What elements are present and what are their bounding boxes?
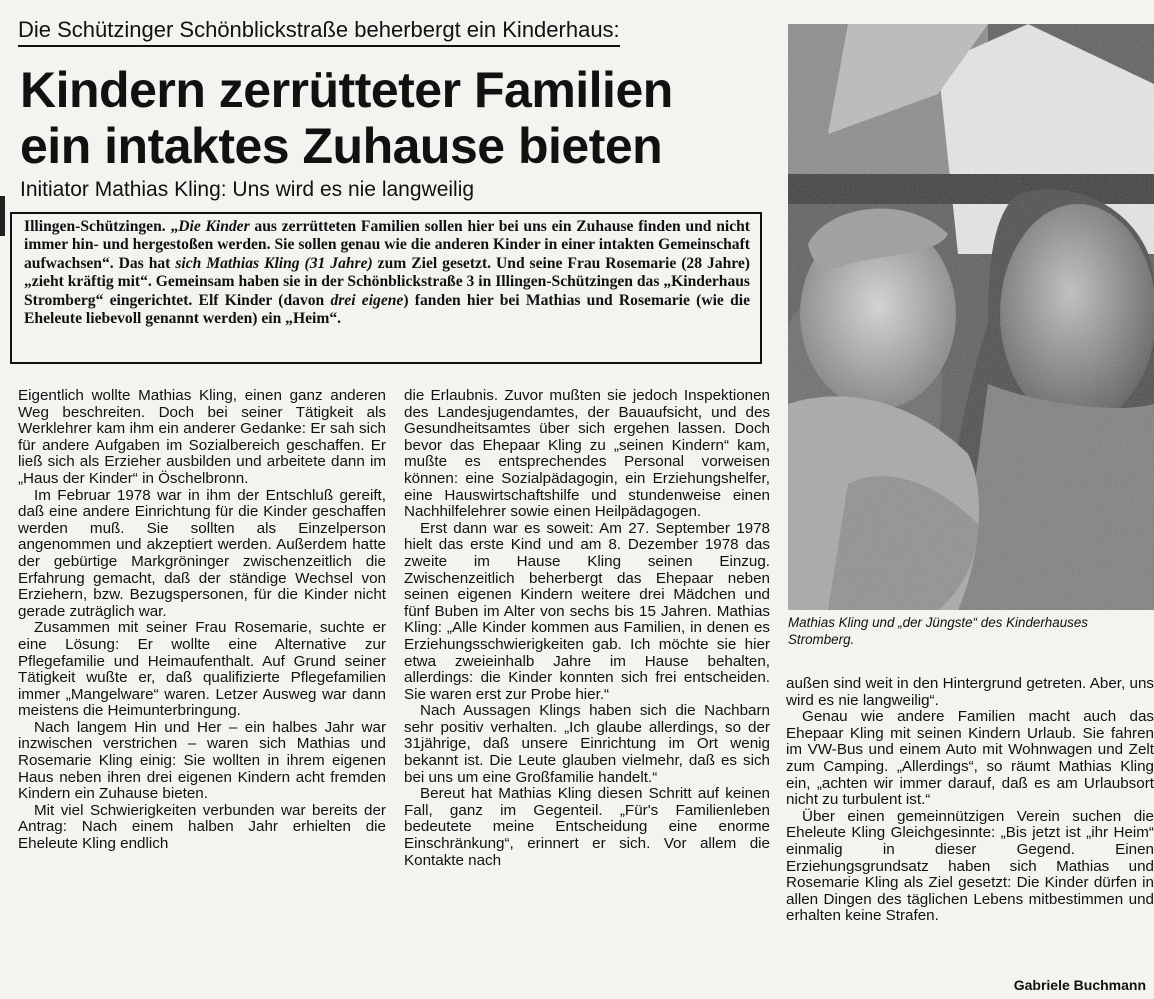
column-marker bbox=[0, 196, 5, 236]
paragraph: Mit viel Schwierigkeiten verbunden war bereits der Antrag: Nach einem halben Jahr erhielten die Eheleute Kling endlich bbox=[18, 801, 386, 853]
paragraph: Im Februar 1978 war in ihm der Entschluß gereift, daß eine andere Einrichtung für die Kinder geschaffen werden muß. Sie sollten als Einzelperson angenommen und akzeptiert werden. Außerdem hatte der gebürtige Markgröninger zwischenzeitlich die Erfahrung gemacht, daß der ständige Wechsel von Erziehern, bzw. Bezugspersonen, für die Kinder nicht gerade zuträglich war. bbox=[18, 486, 386, 620]
paragraph: Nach Aussagen Klings haben sich die Nachbarn sehr positiv verhalten. „Ich glaube allerdings, so der 31jährige, daß unsere Einrichtung im Ort wenig bekannt ist. Die Leute glauben vielmehr, daß es sich bei uns um eine Großfamilie handelt.“ bbox=[404, 702, 770, 786]
lead-italic: Die Kinder bbox=[178, 218, 250, 235]
body-column-3 bbox=[786, 676, 1154, 925]
lead-part: ) fanden hier bei Mathias und Rosemarie (wie die Eheleute liebevoll genannt werden) ein „Heim“. bbox=[24, 291, 750, 328]
subheadline: Initiator Mathias Kling: Uns wird es nie langweilig bbox=[20, 178, 475, 201]
lead-italic: drei eigene bbox=[330, 291, 404, 309]
paragraph: Zusammen mit seiner Frau Rosemarie, suchte er eine Lösung: Er wollte eine Alternative zur Pflegefamilie und Heimaufenthalt. Auf Grund seiner Tätigkeit wußte er, daß qualifizierte Pflegefamilien immer „Mangelware“ waren. Letzer Ausweg war dann meistens die Heimunterbringung. bbox=[18, 619, 386, 720]
lead-part: zum Ziel gesetzt. Und seine Frau Rosemarie (28 Jahre) „zieht kräftig mit“. Gemeinsam haben sie in der Schönblickstraße 3 in Illingen-Schützingen das „Kinderhaus Stromberg“ eingerichtet. Elf Kinder (davon bbox=[24, 254, 750, 309]
lead-part: aus zerrütteten Familien sollen hier bei uns ein Zuhause finden und nicht immer hin- und hergestoßen werden. Sie sollen genau wie die anderen Kinder in einer intakten Gemeinschaft aufwachsen“. Das hat bbox=[24, 218, 750, 272]
headline-line-1: Kindern zerrütteter Familien bbox=[20, 62, 673, 118]
paragraph: Bereut hat Mathias Kling diesen Schritt auf keinen Fall, ganz im Gegenteil. „Für's Familienleben bedeutete meine Entscheidung eine enorme Einschränkung“, erinnert er sich. Vor allem die Kontakte nach bbox=[404, 785, 770, 869]
paragraph: die Erlaubnis. Zuvor mußten sie jedoch Inspektionen des Landesjugendamtes, der Bauaufsicht, und des Gesundheitsamtes über sich ergehen lassen. Doch bevor das Ehepaar Kling zu „seinen Kindern“ kam, mußte es entsprechendes Personal vorweisen können: eine Sozialpädagogin, ein Erziehungshelfer, eine Hauswirtschaftshilfe und stundenweise einen Nachhilfelehrer sowie einen Heilpädagogen. bbox=[404, 387, 770, 521]
paragraph: Genau wie andere Familien macht auch das Ehepaar Kling mit seinen Kindern Urlaub. Sie fahren im VW-Bus und einem Auto mit Wohnwagen und Zelt zum Camping. „Allerdings“, so räumt Mathias Kling ein, „achten wir immer darauf, daß es am Urlaubsort nicht zu turbulent ist.“ bbox=[786, 708, 1154, 809]
paragraph: Über einen gemeinnützigen Verein suchen die Eheleute Kling Gleichgesinnte: „Bis jetzt ist „ihr Heim“ einmalig in dieser Gegend. Einen Erziehungsgrundsatz haben sich Mathias und Rosemarie Kling als Ziel gesetzt: Die Kinder dürfen in allen Dingen des täglichen Lebens mitbestimmen und erhalten keine Strafen. bbox=[786, 807, 1154, 925]
headline-line-2: ein intaktes Zuhause bieten bbox=[20, 118, 663, 174]
paragraph: Erst dann war es soweit: Am 27. September 1978 hielt das erste Kind und am 8. Dezember 1978 das zweite im Hause Kling seinen Einzug. Zwischenzeitlich beherbergt das Ehepaar neben seinen eigenen Kindern weitere drei Mädchen und fünf Buben im Alter von sechs bis 15 Jahren. Mathias Kling: „Alle Kinder kommen aus Familien, in denen es Erziehungsschwierigkeiten gab. Ich möchte sie hier etwa zweieinhalb Jahre im Hause behalten, allerdings: die Kinder konnten sich frei entscheiden. Sie waren erst zur Probe hier.“ bbox=[404, 519, 770, 703]
paragraph: außen sind weit in den Hintergrund getreten. Aber, uns wird es nie langweilig“. bbox=[786, 675, 1154, 709]
lead-paragraph bbox=[10, 212, 762, 364]
lead-italic: sich Mathias Kling (31 Jahre) bbox=[175, 254, 373, 272]
lead-part: Illingen-Schützingen. „ bbox=[24, 218, 179, 235]
article-photo bbox=[788, 24, 1154, 610]
author-byline: Gabriele Buchmann bbox=[1013, 977, 1146, 993]
body-column-2 bbox=[404, 388, 770, 869]
paragraph: Eigentlich wollte Mathias Kling, einen ganz anderen Weg beschreiten. Doch bei seiner Tätigkeit als Werklehrer kam ihm ein anderer Gedanke: Er sah sich für andere Aufgaben im Sozialbereich geschaffen. Er ließ sich als Erzieher ausbilden und arbeitete dann im „Haus der Kinder“ in Öschelbronn. bbox=[18, 387, 386, 487]
body-column-1 bbox=[18, 388, 386, 853]
paragraph: Nach langem Hin und Her – ein halbes Jahr war inzwischen verstrichen – waren sich Mathias und Rosemarie Kling einig: Sie wollten in ihrem eigenen Haus neben ihren drei eigenen Kindern acht fremden Kindern ein Zuhause bieten. bbox=[18, 718, 386, 803]
photo-caption: Mathias Kling und „der Jüngste“ des Kinderhauses Stromberg. bbox=[788, 615, 1088, 647]
headline bbox=[20, 62, 780, 174]
kicker-line: Die Schützinger Schönblickstraße beherbergt ein Kinderhaus: bbox=[18, 16, 620, 47]
photo-image bbox=[788, 24, 1154, 610]
